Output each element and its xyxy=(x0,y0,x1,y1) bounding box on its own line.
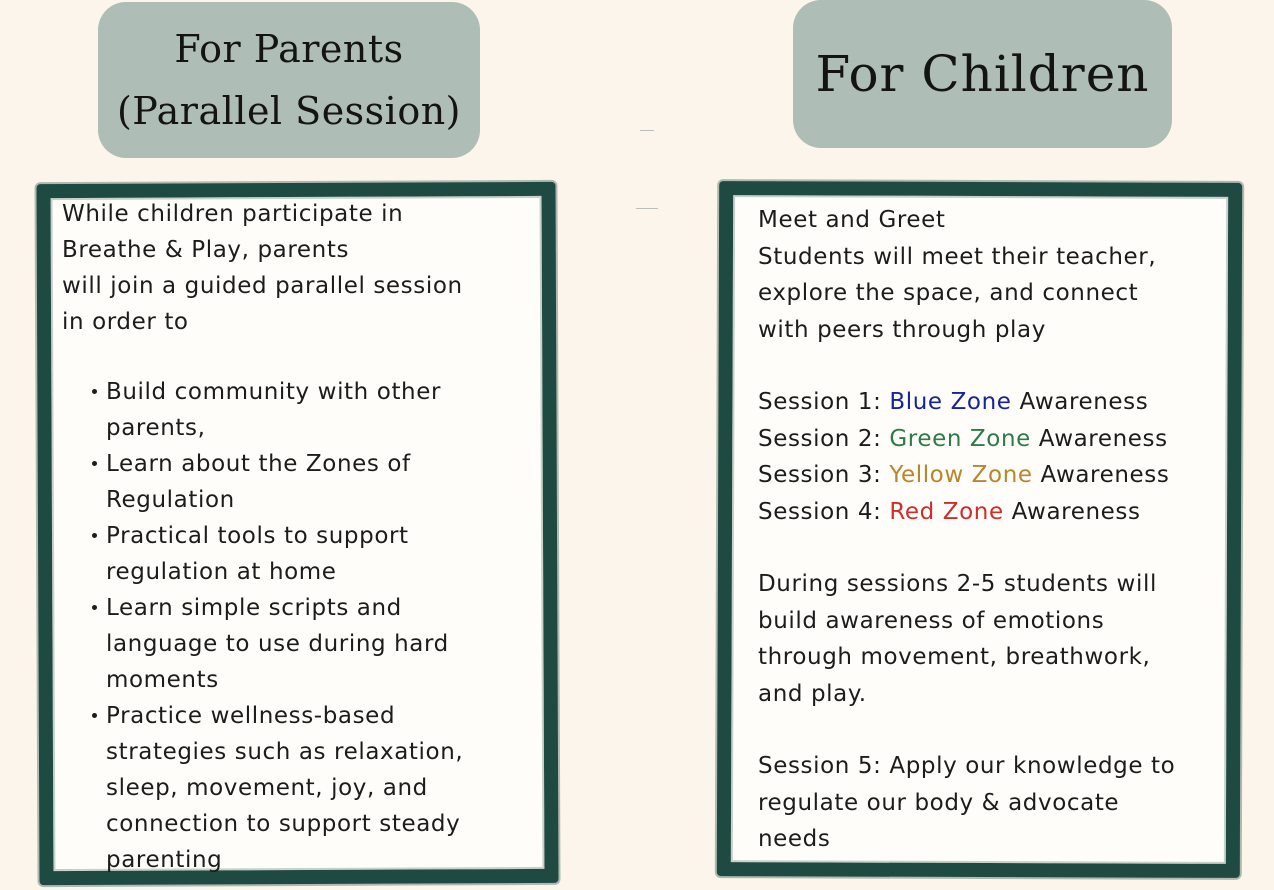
session-suffix: Awareness xyxy=(1032,462,1170,488)
intro-line: in order to xyxy=(62,309,189,335)
meet-title: Meet and Greet xyxy=(758,207,946,233)
bullet-line: strategies such as relaxation, xyxy=(106,739,464,765)
bullet-line: sleep, movement, joy, and xyxy=(106,775,428,801)
session-prefix: Session 2: xyxy=(758,425,890,452)
list-item xyxy=(106,698,532,878)
during-line: build awareness of emotions xyxy=(758,607,1105,634)
session-row xyxy=(758,494,1218,531)
decorative-mark xyxy=(636,208,658,209)
during-line: and play. xyxy=(758,680,867,707)
bullet-line: parents, xyxy=(106,415,206,441)
intro-line: While children participate in xyxy=(62,201,404,227)
parents-header-line1: For Parents xyxy=(174,27,404,71)
bullet-line: Practice wellness-based xyxy=(106,703,396,729)
list-item xyxy=(106,446,532,518)
children-panel-text xyxy=(758,202,1218,858)
session-prefix: Session 3: xyxy=(758,462,890,488)
session-row xyxy=(758,457,1218,494)
bullet-line: Build community with other xyxy=(106,379,442,405)
parents-header-line2: (Parallel Session) xyxy=(116,89,462,133)
bullet-line: Learn about the Zones of xyxy=(106,451,411,477)
decorative-mark xyxy=(640,130,654,131)
bullet-line: connection to support steady xyxy=(106,811,461,837)
session-suffix: Awareness xyxy=(1011,389,1149,415)
bullet-line: Regulation xyxy=(106,487,235,513)
during-line: During sessions 2-5 students will xyxy=(758,571,1157,597)
session5-line: needs xyxy=(758,826,831,852)
children-header xyxy=(793,0,1172,148)
zone-label: Red Zone xyxy=(889,498,1004,525)
bullet-line: moments xyxy=(106,667,219,693)
intro-line: Breathe & Play, parents xyxy=(62,237,350,263)
session-row xyxy=(758,421,1218,458)
list-item xyxy=(106,518,532,590)
session5-line: regulate our body & advocate xyxy=(758,789,1120,816)
session5-line: Session 5: Apply our knowledge to xyxy=(758,753,1176,779)
bullet-line: Learn simple scripts and xyxy=(106,595,402,621)
session-prefix: Session 1: xyxy=(758,389,890,415)
parents-header xyxy=(98,2,480,158)
session-prefix: Session 4: xyxy=(758,498,890,525)
meet-line: explore the space, and connect xyxy=(758,280,1139,306)
parents-intro xyxy=(62,196,532,340)
bullet-line: parenting xyxy=(106,847,223,873)
list-item xyxy=(106,590,532,698)
zone-label: Yellow Zone xyxy=(889,462,1033,488)
session-suffix: Awareness xyxy=(1030,425,1168,452)
children-header-title: For Children xyxy=(815,45,1150,103)
during-line: through movement, breathwork, xyxy=(758,644,1151,670)
zone-label: Blue Zone xyxy=(889,389,1012,415)
meet-line: with peers through play xyxy=(758,316,1046,343)
bullet-line: Practical tools to support xyxy=(106,523,409,549)
bullet-line: language to use during hard xyxy=(106,631,449,657)
parents-panel-text xyxy=(62,196,532,878)
intro-line: will join a guided parallel session xyxy=(62,273,463,299)
list-item xyxy=(106,374,532,446)
bullet-line: regulation at home xyxy=(106,559,337,585)
zone-label: Green Zone xyxy=(889,425,1031,452)
meet-line: Students will meet their teacher, xyxy=(758,243,1157,270)
session-row xyxy=(758,384,1218,421)
session-list xyxy=(758,384,1218,530)
parents-bullet-list xyxy=(62,374,532,878)
session-suffix: Awareness xyxy=(1003,498,1141,525)
